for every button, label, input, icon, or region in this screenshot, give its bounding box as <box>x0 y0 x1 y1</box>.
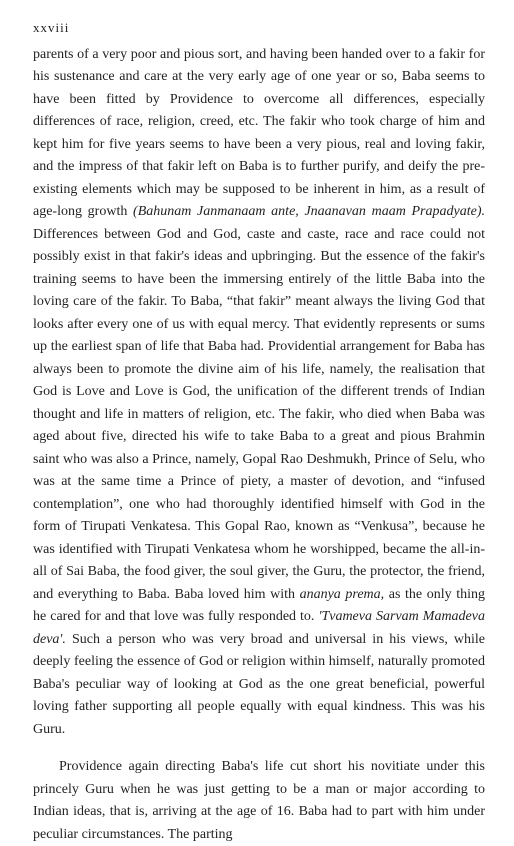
paragraph-1-text-b: Differences between God and God, caste and caste, race and race could not possibly exist in that fakir's ideas and upbringing. But the essence of the fakir's training seems to have been the immersing entirely of the little Baba into the loving care of the fakir. To Baba, “that fakir” meant always the living God that looks after every one of us with equal mercy. That evidently represents or sums up the earliest span of life that Baba had. Providential arrangement for Baba has always been to promote the divine aim of his life, namely, the realisation that God is Love and Love is God, the unification of the different trends of Indian thought and life in matters of religion, etc. The fakir, who died when Baba was aged about five, directed his wife to take Baba to a great and pious Brahmin saint who was also a Prince, namely, Gopal Rao Deshmukh, Prince of Selu, who was at the same time a Prince of piety, a master of devotion, and “infused contemplation”, one who had thoroughly identified himself with God in the form of Tirupati Venkatesa. This Gopal Rao, known as “Venkusa”, because he was identified with Tirupati Venkatesa whom he worshipped, became the all-in-all of Sai Baba, the food giver, the soul giver, the Guru, the protector, the friend, and everything to Baba. Baba loved him with <box>33 226 485 602</box>
paragraph-1-text-a: parents of a very poor and pious sort, and having been handed over to a fakir for his sustenance and care at the very early age of one year or so, Baba seems to have been fitted by Providence to overcome all differences, especially differences of race, religion, creed, etc. The fakir who took charge of him and kept him for five years seems to have been a very pious, real and loving fakir, and the impress of that fakir left on Baba is to further purify, and deify the pre-existing elements which may be supposed to be inherent in him, as a result of age-long growth <box>33 46 485 220</box>
sanskrit-term-ananya-prema: ananya prema, <box>299 586 385 602</box>
paragraph-1-text-d: Such a person who was very broad and universal in his views, while deeply feeling the essence of God or religion within himself, naturally promoted Baba's peculiar way of looking at God as the one great beneficial, powerful loving father supporting all people equally with equal kindness. This was his Guru. <box>33 631 485 737</box>
sanskrit-quote-2: 'Tvameva Sarvam Mamadeva deva'. <box>33 609 485 647</box>
paragraph-1-text-c: as the only thing he cared for and that love was fully responded to. <box>33 586 486 625</box>
sanskrit-quote-1: (Bahunam Janmanaam ante, Jnaanavan maam Prapadyate). <box>133 204 485 220</box>
paragraph-1 <box>33 44 485 742</box>
page-body <box>33 44 485 846</box>
page-number: xxviii <box>33 20 70 35</box>
paragraph-2: Providence again directing Baba's life cut short his novitiate under this princely Guru when he was just getting to be a man or major according to Indian ideas, that is, arriving at the age of 16. Baba had to part with him under peculiar circumstances. The parting <box>33 759 485 842</box>
